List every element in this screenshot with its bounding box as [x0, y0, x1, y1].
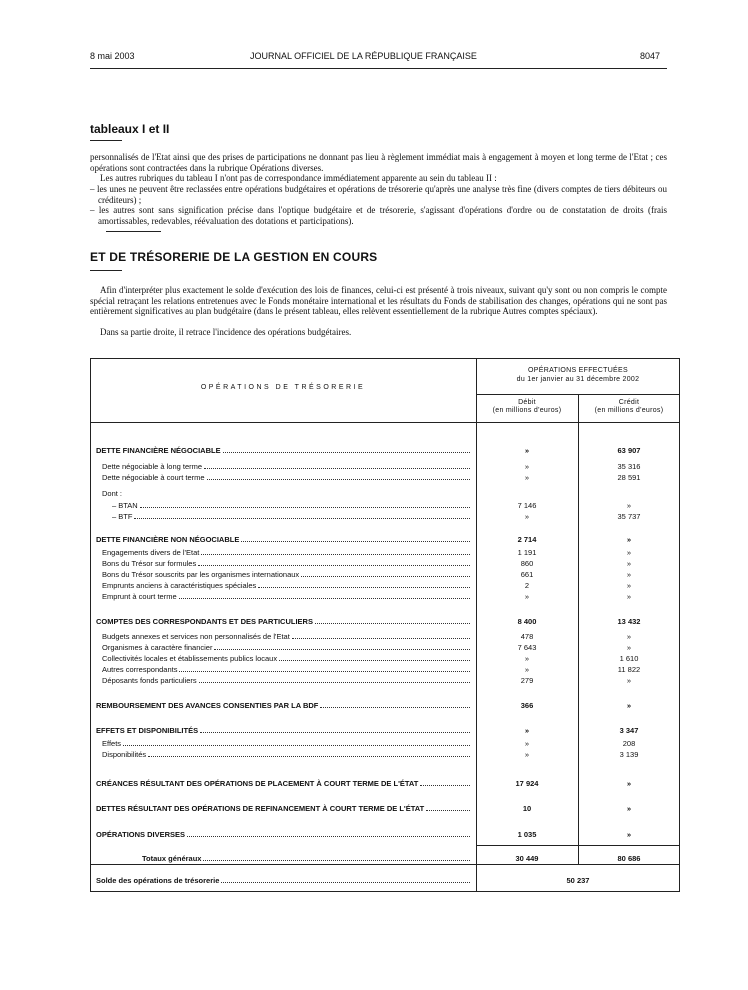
- row-credit: »: [626, 643, 632, 652]
- separator-rule: [106, 231, 161, 232]
- row-credit: »: [626, 559, 632, 568]
- table-row: [90, 643, 680, 654]
- table-row: [90, 654, 680, 665]
- row-credit: »: [626, 570, 632, 579]
- row-debit: »: [524, 446, 530, 455]
- table-row: [90, 548, 680, 559]
- row-debit: 7 643: [517, 643, 537, 652]
- journal-title: JOURNAL OFFICIEL DE LA RÉPUBLIQUE FRANÇAISE: [250, 51, 477, 61]
- table-row: [90, 701, 680, 712]
- row-credit: »: [626, 830, 632, 839]
- row-label: Engagements divers de l'Etat: [102, 548, 200, 557]
- row-credit: »: [626, 676, 632, 685]
- row-credit: »: [626, 592, 632, 601]
- row-debit: 30 449: [515, 854, 539, 863]
- row-label: – BTF: [112, 512, 133, 521]
- section1-bullet-1: – les unes ne peuvent être reclassées entre opérations budgétaires et opérations de trésorerie qu'après une analyse très fine (divers comptes de tiers débiteurs ou créditeurs) ;: [90, 184, 667, 205]
- solde-row: [90, 876, 680, 887]
- row-debit: 279: [520, 676, 534, 685]
- col-header-credit: Crédit: [618, 399, 640, 406]
- section2-paragraph-2: Dans sa partie droite, il retrace l'incidence des opérations budgétaires.: [100, 327, 352, 337]
- row-label: DETTE FINANCIÈRE NON NÉGOCIABLE: [96, 535, 240, 544]
- row-label: Emprunts anciens à caractéristiques spéciales: [102, 581, 257, 590]
- table-row: [90, 739, 680, 750]
- table-row: [90, 617, 680, 628]
- row-label: Budgets annexes et services non personnalisés de l'Etat: [102, 632, 290, 641]
- header-bottom-rule: [90, 422, 680, 423]
- section1-paragraph-1: personnalisés de l'Etat ainsi que des prises de participations ne donnant pas lieu à règlement immédiat mais à engagement à moyen et long terme de l'Etat ; ces opérations sont contractées dans la rubrique Opérations diverses.: [90, 152, 667, 173]
- row-debit: 478: [520, 632, 534, 641]
- row-label: Emprunt à court terme: [102, 592, 177, 601]
- row-label: Disponibilités: [102, 750, 147, 759]
- row-debit: »: [524, 739, 530, 748]
- table-row: [90, 535, 680, 546]
- table-row: [90, 446, 680, 457]
- row-label: COMPTES DES CORRESPONDANTS ET DES PARTICULIERS: [96, 617, 313, 626]
- row-label: Déposants fonds particuliers: [102, 676, 197, 685]
- row-credit: »: [626, 548, 632, 557]
- table-row: [90, 830, 680, 841]
- section1-bullet-2: – les autres sont sans signification précise dans l'optique budgétaire et de trésorerie, s'agissant d'opérations d'ordre ou de constatation de droits (frais amortissables, redevables, réévaluation des dotations et participations).: [90, 205, 667, 226]
- row-credit: 1 610: [619, 654, 639, 663]
- row-credit: »: [626, 535, 632, 544]
- row-credit: 28 591: [617, 473, 641, 482]
- row-debit: 17 924: [515, 779, 539, 788]
- row-debit: »: [524, 665, 530, 674]
- totals-rule: [476, 845, 680, 846]
- row-label: Dette négociable à long terme: [102, 462, 203, 471]
- row-credit: »: [626, 581, 632, 590]
- row-debit: 1 035: [517, 830, 537, 839]
- table-row: [90, 779, 680, 790]
- row-credit: »: [626, 804, 632, 813]
- row-credit: »: [626, 501, 632, 510]
- col-header-effectuees: OPÉRATIONS EFFECTUÉES: [528, 367, 628, 374]
- row-credit: 13 432: [617, 617, 641, 626]
- header-divider: [476, 394, 680, 395]
- table-row: [90, 559, 680, 570]
- row-label: DETTES RÉSULTANT DES OPÉRATIONS DE REFINANCEMENT À COURT TERME DE L'ÉTAT: [96, 804, 425, 813]
- row-debit: »: [524, 592, 530, 601]
- col-header-period: du 1er janvier au 31 décembre 2002: [516, 376, 640, 383]
- table-row: [90, 804, 680, 815]
- table-row: [90, 676, 680, 687]
- row-credit: 3 347: [619, 726, 639, 735]
- row-debit: 8 400: [517, 617, 537, 626]
- row-label: OPÉRATIONS DIVERSES: [96, 830, 186, 839]
- table-row: [90, 726, 680, 737]
- section2-title: ET DE TRÉSORERIE DE LA GESTION EN COURS: [90, 250, 378, 264]
- row-credit: 11 822: [617, 665, 641, 674]
- row-debit: 10: [522, 804, 532, 813]
- row-debit: 366: [520, 701, 534, 710]
- solde-label: Solde des opérations de trésorerie: [96, 876, 220, 885]
- row-label: Bons du Trésor souscrits par les organismes internationaux: [102, 570, 300, 579]
- section1-rule: [90, 140, 122, 141]
- row-label: Dont :: [102, 489, 123, 498]
- row-credit: 80 686: [617, 854, 641, 863]
- row-debit: »: [524, 512, 530, 521]
- header-rule: [90, 68, 667, 69]
- row-credit: 35 316: [617, 462, 641, 471]
- section2-paragraph-1: Afin d'interpréter plus exactement le solde d'exécution des lois de finances, celui-ci est présenté à trois niveaux, suivant qu'y sont ou non compris le compte spécial retraçant les relations entretenues avec le Fonds monétaire international et les résultats du Fonds de stabilisation des changes, opérations qui ne sont pas entièrement significatives au plan budgétaire (dans le présent tableau, elles relèvent essentiellement de la rubrique Autres comptes spéciaux).: [90, 285, 667, 316]
- row-label: CRÉANCES RÉSULTANT DES OPÉRATIONS DE PLACEMENT À COURT TERME DE L'ÉTAT: [96, 779, 419, 788]
- treasury-table: [90, 358, 680, 893]
- row-debit: 2: [524, 581, 530, 590]
- row-credit: »: [626, 779, 632, 788]
- table-row: [90, 489, 680, 500]
- table-row: [90, 581, 680, 592]
- row-credit: 208: [622, 739, 636, 748]
- row-debit: »: [524, 654, 530, 663]
- row-debit: 7 146: [517, 501, 537, 510]
- row-debit: »: [524, 750, 530, 759]
- section1-title: tableaux I et II: [90, 122, 170, 136]
- row-debit: »: [524, 462, 530, 471]
- row-label: Dette négociable à court terme: [102, 473, 205, 482]
- row-label: Totaux généraux: [142, 854, 202, 863]
- table-row: [90, 750, 680, 761]
- row-label: Bons du Trésor sur formules: [102, 559, 197, 568]
- col-header-debit-unit: (en millions d'euros): [492, 407, 562, 414]
- row-debit: 2 714: [517, 535, 537, 544]
- row-label: DETTE FINANCIÈRE NÉGOCIABLE: [96, 446, 221, 455]
- row-label: REMBOURSEMENT DES AVANCES CONSENTIES PAR LA BDF: [96, 701, 319, 710]
- solde-value: 50 237: [566, 876, 590, 885]
- section1-paragraph-2: Les autres rubriques du tableau I n'ont pas de correspondance immédiatement apparente au sein du tableau II :: [100, 173, 497, 183]
- table-row: [90, 632, 680, 643]
- row-credit: 35 737: [617, 512, 641, 521]
- row-label: Effets: [102, 739, 122, 748]
- row-debit: 661: [520, 570, 534, 579]
- col-header-debit: Débit: [518, 399, 536, 406]
- col-header-credit-unit: (en millions d'euros): [594, 407, 664, 414]
- row-label: Organismes à caractère financier: [102, 643, 213, 652]
- row-credit: 63 907: [617, 446, 641, 455]
- row-debit: »: [524, 473, 530, 482]
- row-label: EFFETS ET DISPONIBILITÉS: [96, 726, 199, 735]
- row-label: Autres correspondants: [102, 665, 178, 674]
- table-row: [90, 570, 680, 581]
- header-date: 8 mai 2003: [90, 51, 135, 61]
- row-credit: »: [626, 701, 632, 710]
- table-row: [90, 512, 680, 523]
- col-header-operations: OPÉRATIONS DE TRÉSORERIE: [200, 384, 366, 391]
- section2-rule: [90, 270, 122, 271]
- row-debit: »: [524, 726, 530, 735]
- row-credit: 3 139: [619, 750, 639, 759]
- row-credit: »: [626, 632, 632, 641]
- table-row: [90, 473, 680, 484]
- table-row: [90, 501, 680, 512]
- page-number: 8047: [640, 51, 661, 61]
- row-debit: 1 191: [517, 548, 537, 557]
- row-label: Collectivités locales et établissements publics locaux: [102, 654, 278, 663]
- row-debit: 860: [520, 559, 534, 568]
- table-row: [90, 854, 680, 865]
- table-row: [90, 592, 680, 603]
- table-row: [90, 462, 680, 473]
- row-label: – BTAN: [112, 501, 138, 510]
- table-row: [90, 665, 680, 676]
